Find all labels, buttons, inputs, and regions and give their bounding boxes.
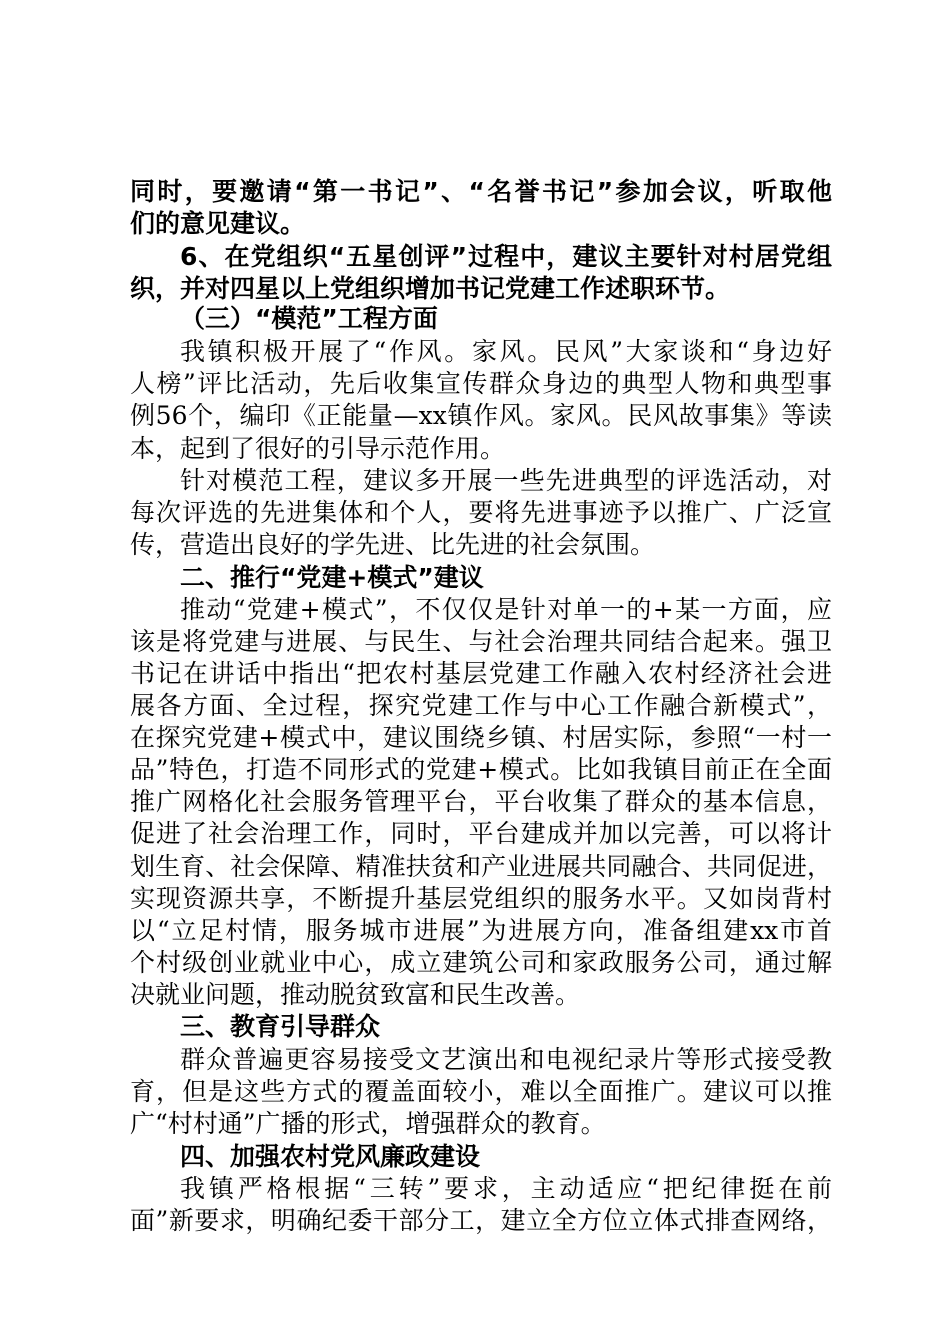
text-line: 群众普遍更容易接受文艺演出和电视纪录片等形式接受教 — [180, 1045, 832, 1074]
text-line: 推动“党建+模式”，不仅仅是针对单一的+某一方面，应 — [180, 595, 832, 624]
text-line: 针对模范工程，建议多开展一些先进典型的评选活动，对 — [180, 466, 832, 495]
text-line: 在探究党建+模式中，建议围绕乡镇、村居实际，参照“一村一 — [130, 723, 832, 752]
text-line: 本，起到了很好的引导示范作用。 — [130, 434, 506, 463]
text-line: 广“村村通”广播的形式，增强群众的教育。 — [130, 1109, 606, 1138]
section-heading: 二、推行“党建+模式”建议 — [180, 563, 484, 592]
text-line: 展各方面、全过程，探究党建工作与中心工作融合新模式”， — [130, 691, 832, 720]
text-line: 们的意见建议。 — [130, 209, 306, 238]
text-line: 织，并对四星以上党组织增加书记党建工作述职环节。 — [130, 274, 731, 303]
text-line: 决就业问题，推动脱贫致富和民生改善。 — [130, 980, 581, 1009]
section-heading: 四、加强农村党风廉政建设 — [180, 1142, 481, 1171]
text-line: 我镇积极开展了“作风。家风。民风”大家谈和“身边好 — [180, 337, 832, 366]
text-line: 人榜”评比活动，先后收集宣传群众身边的典型人物和典型事 — [130, 369, 832, 398]
text-line: 该是将党建与进展、与民生、与社会治理共同结合起来。强卫 — [130, 627, 832, 656]
section-heading: 三、教育引导群众 — [180, 1012, 381, 1041]
text-line: 品”特色，打造不同形式的党建+模式。比如我镇目前正在全面 — [130, 755, 832, 784]
text-line: 每次评选的先进集体和个人，要将先进事迹予以推广、广泛宣 — [130, 498, 832, 527]
text-line: 我镇严格根据“三转”要求，主动适应“把纪律挺在前 — [180, 1174, 832, 1203]
text-line: 传，营造出良好的学先进、比先进的社会氛围。 — [130, 530, 656, 559]
text-line: 6、在党组织“五星创评”过程中，建议主要针对村居党组 — [180, 242, 832, 271]
text-line: 实现资源共享，不断提升基层党组织的服务水平。又如岗背村 — [130, 884, 832, 913]
text-line: 以“立足村情，服务城市进展”为进展方向，准备组建xx市首 — [130, 916, 832, 945]
section-heading: （三）“模范”工程方面 — [180, 304, 438, 333]
text-line: 划生育、社会保障、精准扶贫和产业进展共同融合、共同促进， — [130, 852, 832, 881]
text-line: 书记在讲话中指出“把农村基层党建工作融入农村经济社会进 — [130, 659, 832, 688]
text-line: 育，但是这些方式的覆盖面较小，难以全面推广。建议可以推 — [130, 1077, 832, 1106]
text-line: 推广网格化社会服务管理平台，平台收集了群众的基本信息， — [130, 787, 832, 816]
text-line: 个村级创业就业中心，成立建筑公司和家政服务公司，通过解 — [130, 948, 832, 977]
text-line: 同时，要邀请“第一书记”、“名誉书记”参加会议，听取他 — [130, 177, 832, 206]
text-line: 促进了社会治理工作，同时，平台建成并加以完善，可以将计 — [130, 819, 832, 848]
text-line: 面”新要求，明确纪委干部分工，建立全方位立体式排查网络， — [130, 1206, 832, 1235]
text-line: 例56个，编印《正能量—xx镇作风。家风。民风故事集》等读 — [130, 401, 832, 430]
